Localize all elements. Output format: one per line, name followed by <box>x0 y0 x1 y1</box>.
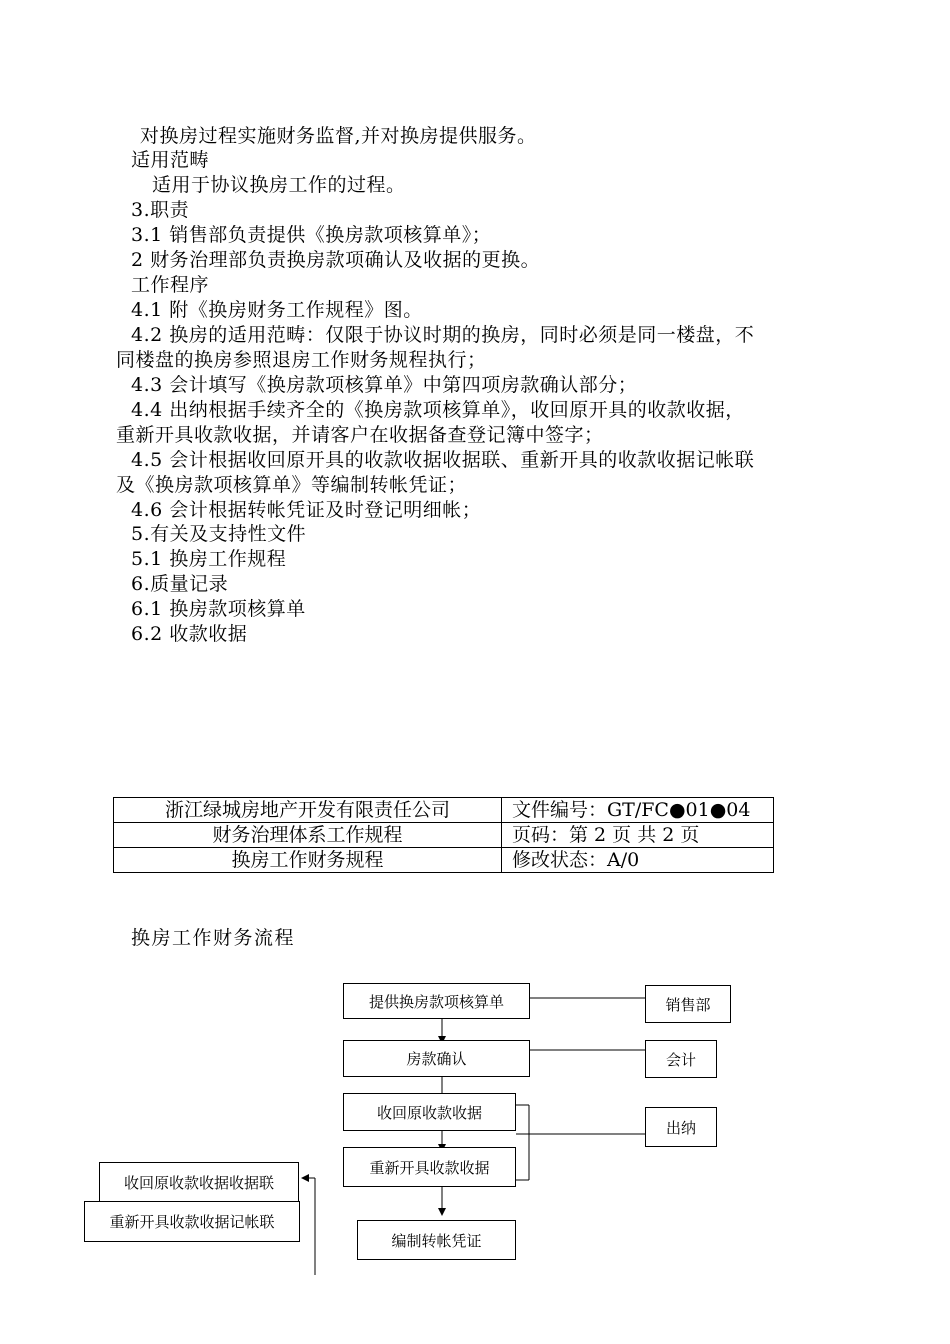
flow-output-recovered-copy: 收回原收款收据收据联 <box>99 1162 299 1202</box>
text-line-3-2: 2 财务治理部负责换房款项确认及收据的更换。 <box>131 249 541 271</box>
flow-role-accountant: 会计 <box>645 1040 717 1078</box>
text-line-6-2: 6.2 收款收据 <box>131 623 248 645</box>
text-line-6-1: 6.1 换房款项核算单 <box>131 598 306 620</box>
text-line-scope: 适用于协议换房工作的过程。 <box>152 174 406 196</box>
header-doc-number: 文件编号：GT/FC●01●04 <box>502 798 774 823</box>
flow-role-sales: 销售部 <box>645 985 731 1023</box>
header-system: 财务治理体系工作规程 <box>114 823 502 848</box>
flow-step-recover-receipt: 收回原收款收据 <box>343 1093 516 1131</box>
text-line-4-5b: 及《换房款项核算单》等编制转帐凭证； <box>116 474 468 496</box>
flow-step-reissue-receipt: 重新开具收款收据 <box>343 1147 516 1187</box>
text-line-3-1: 3.1 销售部负责提供《换房款项核算单》； <box>131 224 492 246</box>
text-line-4-2a: 4.2 换房的适用范畴：仅限于协议时期的换房，同时必须是同一楼盘，不 <box>131 324 755 346</box>
header-page: 页码：第 2 页 共 2 页 <box>502 823 774 848</box>
text-line-4-6: 4.6 会计根据转帐凭证及时登记明细帐； <box>131 499 482 521</box>
section-heading-docs: 5.有关及支持性文件 <box>131 523 307 545</box>
flow-step-provide-sheet: 提供换房款项核算单 <box>343 983 530 1019</box>
header-procedure: 换房工作财务规程 <box>114 848 502 873</box>
text-line-4-5a: 4.5 会计根据收回原开具的收款收据收据联、重新开具的收款收据记帐联 <box>131 449 755 471</box>
header-company: 浙江绿城房地产开发有限责任公司 <box>114 798 502 823</box>
text-line-1: 对换房过程实施财务监督,并对换房提供服务。 <box>140 125 537 147</box>
flow-output-accounting-copy: 重新开具收款收据记帐联 <box>84 1201 300 1242</box>
section-heading-scope: 适用范畴 <box>131 149 210 171</box>
section-heading-procedure: 工作程序 <box>131 274 210 296</box>
text-line-4-4a: 4.4 出纳根据手续齐全的《换房款项核算单》，收回原开具的收款收据， <box>131 399 745 421</box>
section-heading-duties: 3.职责 <box>131 199 190 221</box>
text-line-4-1: 4.1 附《换房财务工作规程》图。 <box>131 299 423 321</box>
header-revision: 修改状态：A/0 <box>502 848 774 873</box>
text-line-4-3: 4.3 会计填写《换房款项核算单》中第四项房款确认部分； <box>131 374 638 396</box>
flow-step-voucher: 编制转帐凭证 <box>357 1220 516 1260</box>
text-line-4-2b: 同楼盘的换房参照退房工作财务规程执行； <box>116 349 487 371</box>
section-heading-records: 6.质量记录 <box>131 573 229 595</box>
flow-role-cashier: 出纳 <box>645 1107 717 1147</box>
text-line-4-4b: 重新开具收款收据，并请客户在收据备查登记簿中签字； <box>116 424 604 446</box>
flow-step-confirm-payment: 房款确认 <box>343 1040 530 1077</box>
flow-title: 换房工作财务流程 <box>131 927 296 949</box>
text-line-5-1: 5.1 换房工作规程 <box>131 548 287 570</box>
